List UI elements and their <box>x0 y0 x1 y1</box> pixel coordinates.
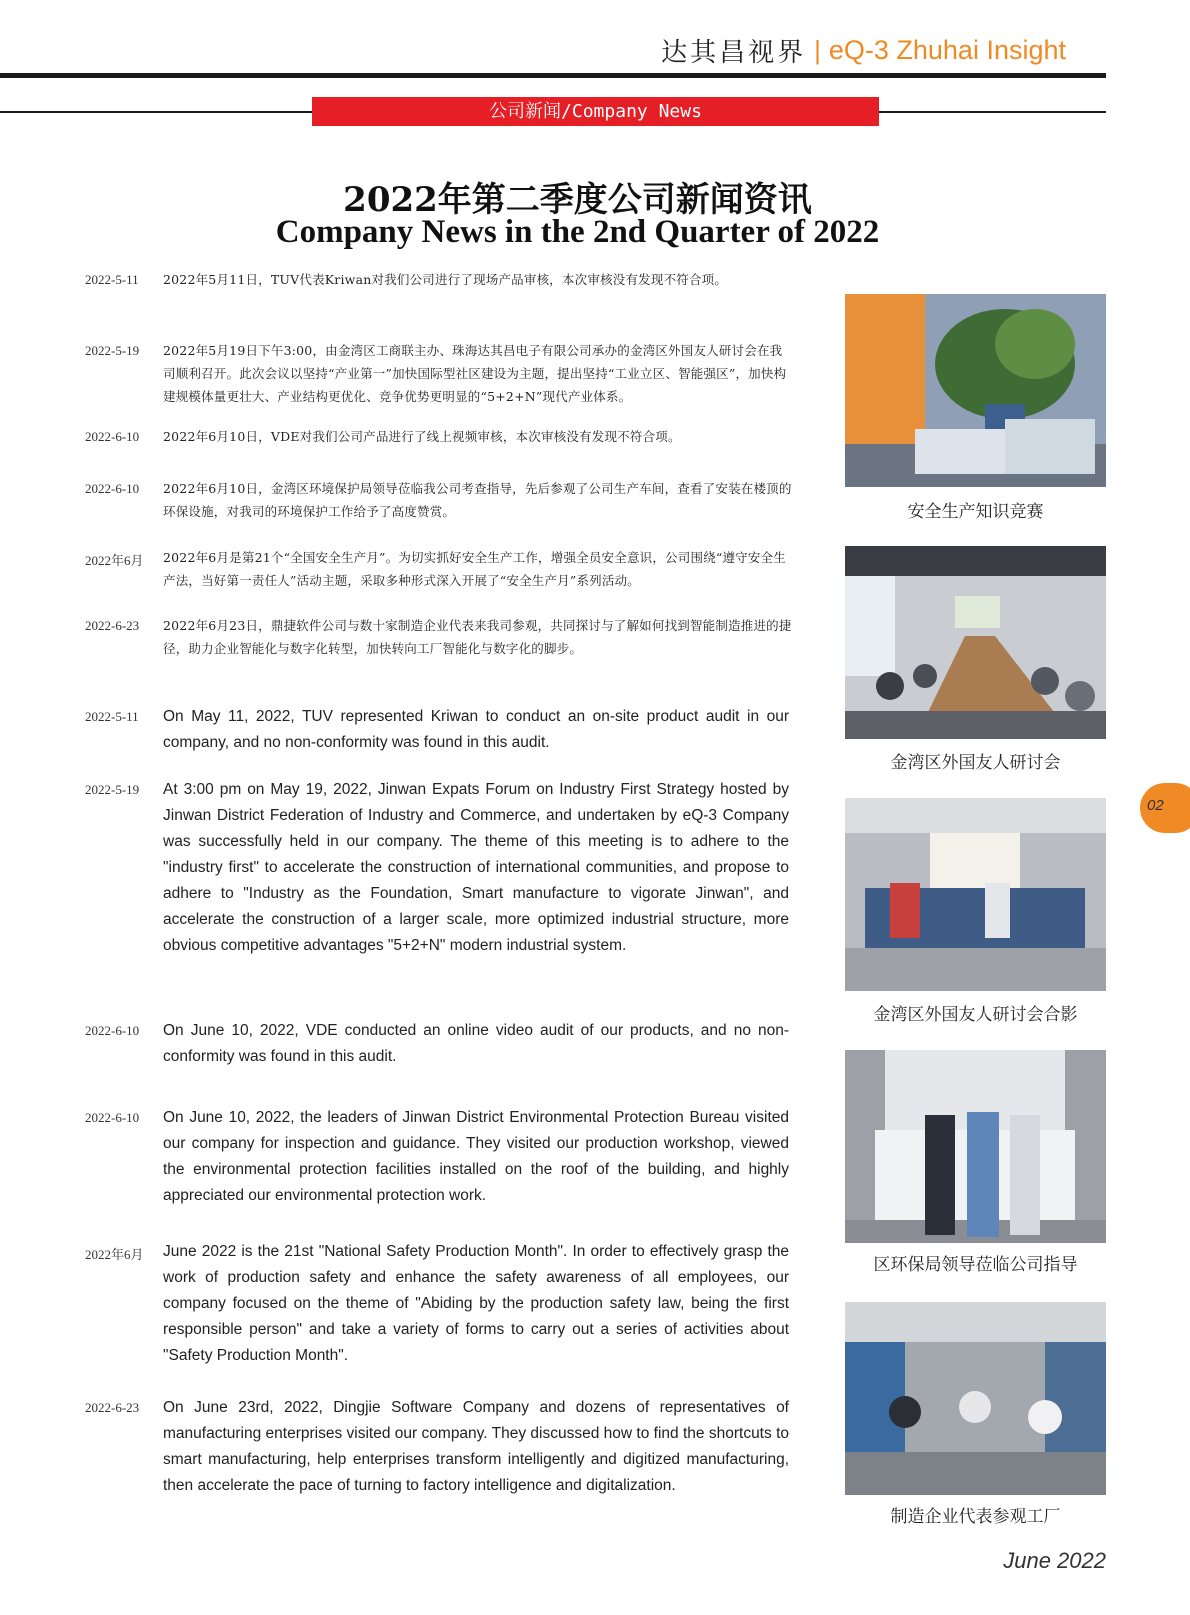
entry-text: 2022年6月10日，VDE对我们公司产品进行了线上视频审核，本次审核没有发现不符合项。 <box>163 429 681 444</box>
photo-factory-tour <box>845 1302 1106 1495</box>
entry-date: 2022-6-10 <box>85 429 140 444</box>
header-brand <box>661 28 1066 72</box>
entry-text: On June 10, 2022, the leaders of Jinwan District Environmental Protection Bureau visited our company for inspection and guidance. They visited our production workshop, viewed the environmental protection facilities installed on the roof of the building, and highly appreciated our environmental protection work. <box>163 1109 789 1204</box>
entry-date: 2022-6-10 <box>85 1110 140 1125</box>
entry-date: 2022-5-11 <box>85 272 139 287</box>
news-entry-en <box>85 1239 795 1369</box>
photo-caption: 金湾区外国友人研讨会合影 <box>873 1005 1078 1025</box>
news-entry-cn <box>85 546 795 592</box>
page-title-chinese: 2022年第二季度公司新闻资讯 <box>343 180 812 220</box>
news-entry-en <box>85 1018 795 1070</box>
photo-caption: 区环保局领导莅临公司指导 <box>873 1255 1078 1275</box>
entry-date: 2022-5-19 <box>85 782 140 797</box>
entry-text: 2022年6月是第21个“全国安全生产月”。为切实抓好安全生产工作，增强全员安全意识，公司围绕“遵守安全生产法，当好第一责任人”活动主题，采取多种形式深入开展了“安全生产月”系列活动。 <box>163 550 786 588</box>
photo-forum-meeting <box>845 546 1106 739</box>
entry-date: 2022-5-11 <box>85 709 139 724</box>
brand-english: eQ-3 Zhuhai Insight <box>828 34 1066 65</box>
entry-date: 2022-5-19 <box>85 343 140 358</box>
footer-date: June 2022 <box>1003 1548 1106 1573</box>
entry-text: 2022年6月23日，鼎捷软件公司与数十家制造企业代表来我司参观，共同探讨与了解如何找到智能制造推进的捷径，助力企业智能化与数字化转型，加快转向工厂智能化与数字化的脚步。 <box>163 618 792 656</box>
section-label: 公司新闻/Company News <box>312 97 879 126</box>
header-rule-thick <box>0 73 1106 78</box>
photo-caption: 制造企业代表参观工厂 <box>890 1507 1061 1527</box>
entry-date: 2022-6-10 <box>85 481 140 496</box>
entry-date: 2022-6-23 <box>85 618 140 633</box>
entry-text: On June 23rd, 2022, Dingjie Software Company and dozens of representatives of manufacturing enterprises visited our company. They discussed how to find the shortcuts to smart manufacturing, help enterprises transform intelligently and digitized manufacturing, then accelerate the pace of turning to factory intelligence and digitalization. <box>163 1399 789 1494</box>
photo-forum-group <box>845 798 1106 991</box>
entry-text: At 3:00 pm on May 19, 2022, Jinwan Expats Forum on Industry First Strategy hosted by Jinwan District Federation of Industry and Commerce, and undertaken by eQ-3 Company was successfully held in our company. The theme of this meeting is to adhere to the "industry first" to accelerate the construction of international communities, and propose to adhere to "Industry as the Foundation, Smart manufacture to vigorate Jinwan", and accelerate the construction of a larger scale, more optimized industrial structure, more obvious competitive advantages "5+2+N" modern industrial system. <box>163 781 789 954</box>
photo-caption: 金湾区外国友人研讨会 <box>890 753 1061 773</box>
entry-text: June 2022 is the 21st "National Safety Production Month". In order to effectively grasp the work of production safety and enhance the safety awareness of all employees, our company focused on the theme of "Abiding by the production safety law, being the first responsible person" and take a variety of forms to carry out a series of activities about "Safety Production Month". <box>163 1243 789 1364</box>
page-number: 02 <box>1147 797 1164 814</box>
entry-date: 2022-6-10 <box>85 1023 140 1038</box>
brand-chinese: 达其昌视界 <box>661 37 807 68</box>
photo-caption: 安全生产知识竞赛 <box>907 502 1044 522</box>
brand-separator: | <box>814 34 821 65</box>
entry-text: On May 11, 2022, TUV represented Kriwan to conduct an on-site product audit in our company, and no non-conformity was found in this audit. <box>163 708 789 751</box>
entry-text: On June 10, 2022, VDE conducted an online video audit of our products, and no non-conformity was found in this audit. <box>163 1022 789 1065</box>
news-entry-en <box>85 777 795 959</box>
photo-safety-quiz <box>845 294 1106 487</box>
news-entry-en <box>85 1105 795 1209</box>
entry-text: 2022年6月10日，金湾区环境保护局领导莅临我公司考查指导，先后参观了公司生产车间，查看了安装在楼顶的环保设施，对我司的环境保护工作给予了高度赞赏。 <box>163 481 792 519</box>
news-entry-cn <box>85 477 795 523</box>
news-entry-cn <box>85 425 795 448</box>
page-title-english: Company News in the 2nd Quarter of 2022 <box>275 214 880 250</box>
news-entry-en <box>85 1395 795 1499</box>
news-entry-cn <box>85 339 795 408</box>
photo-env-bureau-visit <box>845 1050 1106 1243</box>
news-entry-cn <box>85 614 795 660</box>
entry-text: 2022年5月11日，TUV代表Kriwan对我们公司进行了现场产品审核，本次审核没有发现不符合项。 <box>163 272 728 287</box>
entry-date: 2022-6-23 <box>85 1400 140 1415</box>
entry-text: 2022年5月19日下午3:00，由金湾区工商联主办、珠海达其昌电子有限公司承办的金湾区外国友人研讨会在我司顺利召开。此次会议以坚持“产业第一”加快国际型社区建设为主题，提出坚持“工业立区、智能强区”，加快构建规模体量更壮大、产业结构更优化、竞争优势更明显的“5+2+N”现代产业体系。 <box>163 343 787 404</box>
entry-date: 2022年6月 <box>85 1247 144 1262</box>
entry-date: 2022年6月 <box>85 553 144 568</box>
news-entry-en <box>85 704 795 756</box>
news-entry-cn <box>85 268 795 291</box>
